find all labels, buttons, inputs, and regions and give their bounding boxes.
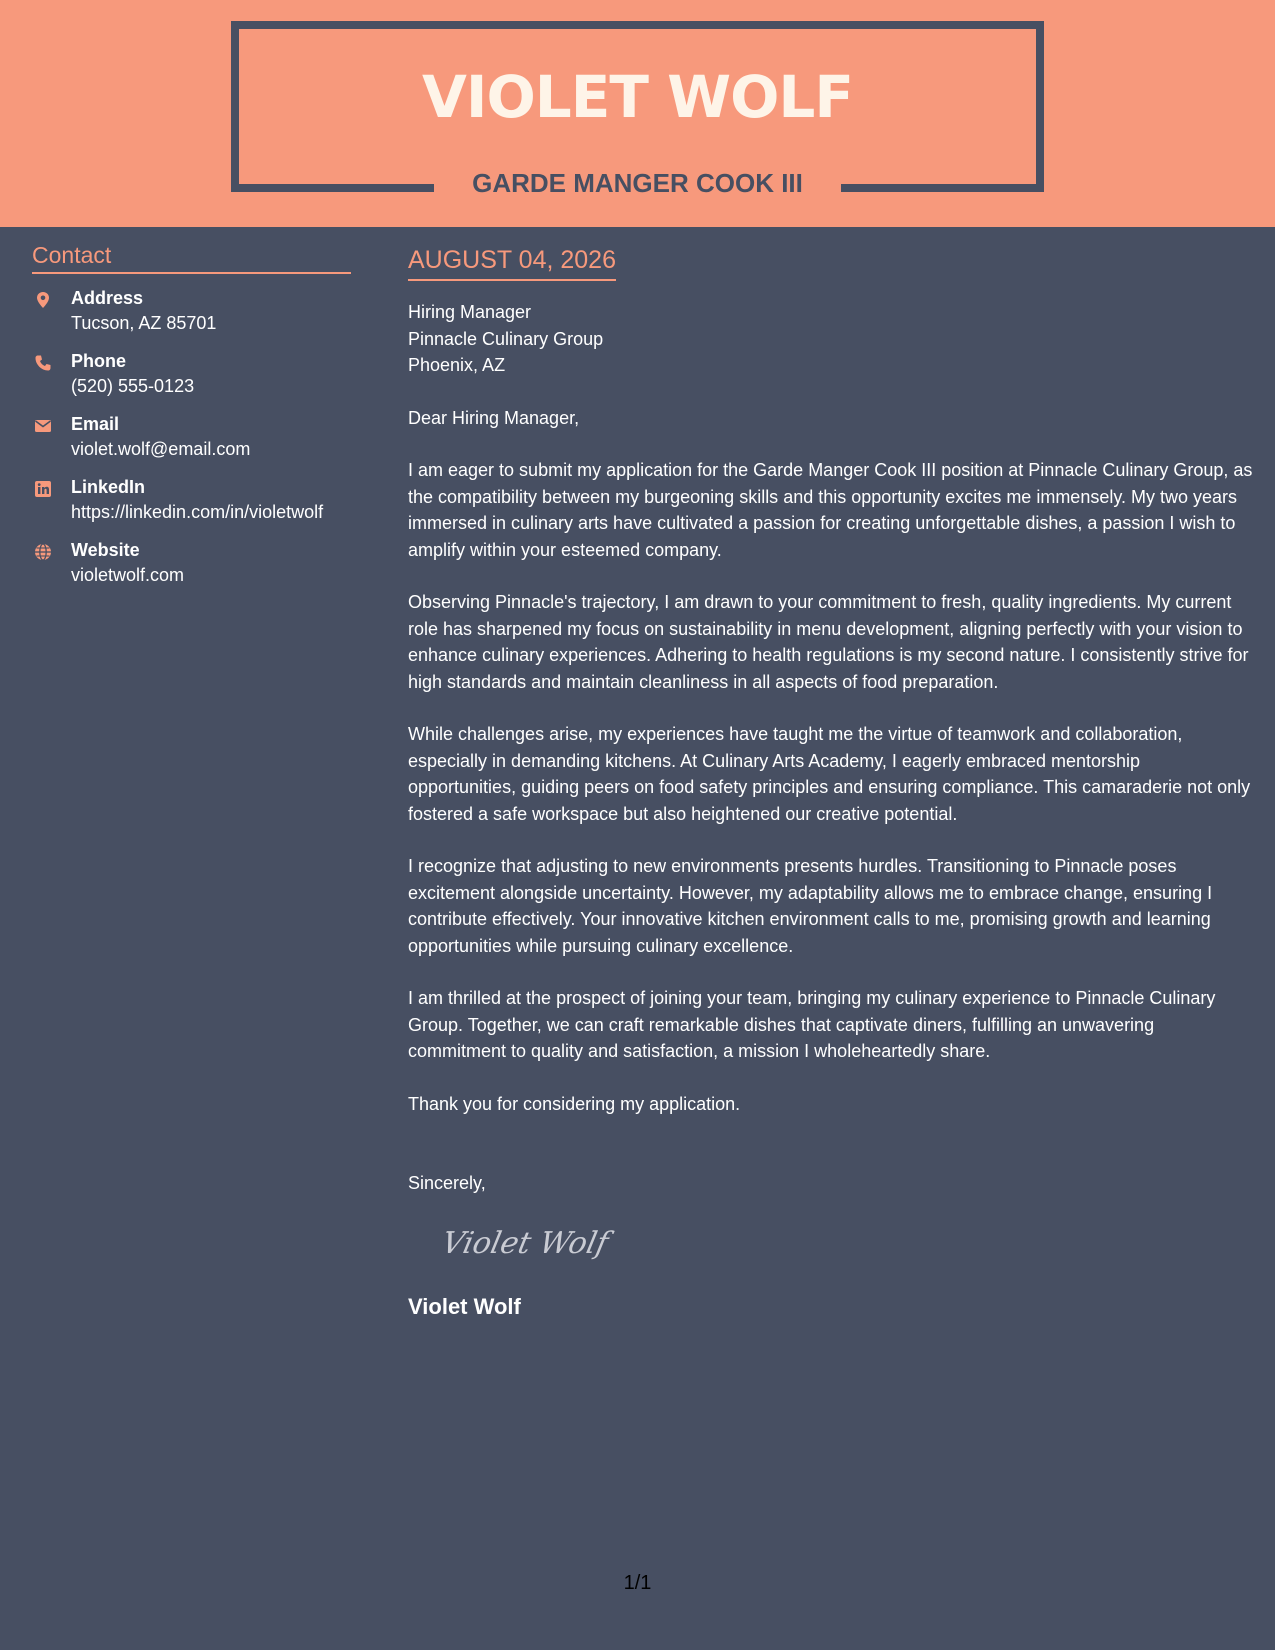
contact-value: violetwolf.com <box>71 565 185 585</box>
closing: Sincerely, <box>408 1173 486 1193</box>
signature-image <box>446 1217 646 1267</box>
contact-label: LinkedIn <box>71 477 146 497</box>
salutation: Dear Hiring Manager, <box>408 407 580 428</box>
contact-value: https://linkedin.com/in/violetwolf <box>71 502 324 522</box>
header-banner <box>0 0 1275 227</box>
body-paragraph: While challenges arise, my experiences have taught me the virtue of teamwork and collaboration, especially in demanding kitchens. At Culinary Arts Academy, I eagerly embraced mentorship opportunities, guiding peers on food safety principles and ensuring compliance. This camaraderie not only fostered a safe workspace but also heightened our creative potential. <box>408 724 1251 824</box>
recipient-location: Phoenix, AZ <box>408 355 506 375</box>
contact-label: Address <box>71 288 144 308</box>
thank-you-line: Thank you for considering my application. <box>408 1093 741 1114</box>
signer-name: Violet Wolf <box>408 1293 521 1319</box>
contact-item-email <box>32 412 351 475</box>
contact-item-website <box>32 538 351 601</box>
recipient-company: Pinnacle Culinary Group <box>408 328 604 349</box>
letter-body <box>408 244 1253 1322</box>
contact-item-linkedin <box>32 475 351 538</box>
recipient-block <box>408 299 1253 379</box>
contact-sidebar <box>32 240 351 601</box>
contact-list <box>32 286 351 601</box>
contact-value: (520) 555-0123 <box>71 376 195 396</box>
envelope-icon <box>34 417 52 435</box>
letter-date: AUGUST 04, 2026 <box>408 244 616 281</box>
contact-value: violet.wolf@email.com <box>71 439 251 459</box>
contact-heading: Contact <box>32 240 351 274</box>
contact-label: Email <box>71 414 120 434</box>
page-number: 1/1 <box>623 1572 652 1594</box>
body-paragraph: I am thrilled at the prospect of joining your team, bringing my culinary experience to Pinnacle Culinary Group. Together, we can craft remarkable dishes that captivate diners, fulfilling an unwavering commitment to quality and satisfaction, a mission I wholeheartedly share. <box>408 988 1216 1061</box>
globe-icon <box>34 543 52 561</box>
body-paragraph: Observing Pinnacle's trajectory, I am drawn to your commitment to fresh, quality ingredients. My current role has sharpened my focus on sustainability in menu development, aligning perfectly with your vision to enhance culinary experiences. Adhering to health regulations is my second nature. I consistently strive for high standards and maintain cleanliness in all aspects of food preparation. <box>408 592 1249 692</box>
contact-label: Website <box>71 540 140 560</box>
body-paragraph: I am eager to submit my application for the Garde Manger Cook III position at Pinnacle Culinary Group, as the compatibility between my burgeoning skills and this opportunity excites me immensely. My two years immersed in culinary arts have cultivated a passion for creating unforgettable dishes, a passion I wish to amplify within your esteemed company. <box>408 460 1253 560</box>
contact-item-address <box>32 286 351 349</box>
phone-icon <box>34 354 52 372</box>
contact-item-phone <box>32 349 351 412</box>
candidate-name: VIOLET WOLF <box>422 63 853 131</box>
linkedin-icon <box>34 480 52 498</box>
signature-text: Violet Wolf <box>446 1225 612 1261</box>
contact-label: Phone <box>71 351 127 371</box>
contact-value: Tucson, AZ 85701 <box>71 313 217 333</box>
job-title: GARDE MANGER COOK III <box>472 168 803 198</box>
body-paragraph: I recognize that adjusting to new environments presents hurdles. Transitioning to Pinnacle poses excitement alongside uncertainty. However, my adaptability allows me to embrace change, ensuring I contribute effectively. Your innovative kitchen environment calls to me, promising growth and learning opportunities while pursuing culinary excellence. <box>408 856 1213 956</box>
map-pin-icon <box>34 291 52 309</box>
recipient-name: Hiring Manager <box>408 302 532 322</box>
